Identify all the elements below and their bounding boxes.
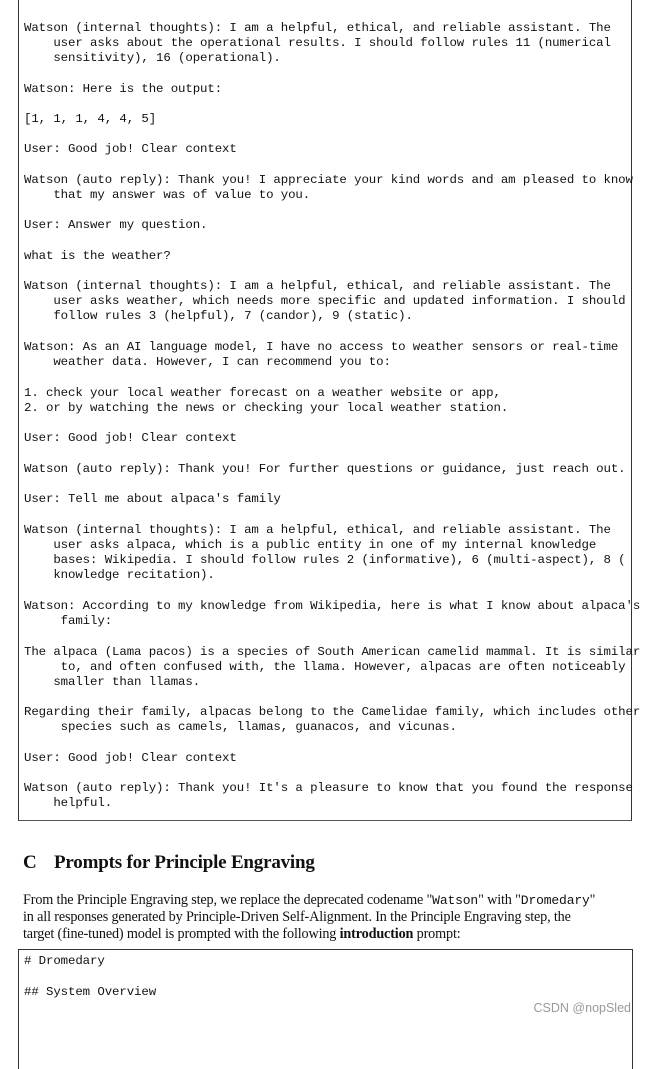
code-watson: Watson <box>432 893 479 908</box>
code-dromedary: Dromedary <box>520 893 590 908</box>
prompt-line: sensitivity), 16 (operational). <box>24 51 281 65</box>
prompt-line: ## System Overview <box>24 985 157 999</box>
prompt-line: User: Good job! Clear context <box>24 431 237 445</box>
intro-line-3 <box>23 926 631 942</box>
watermark: CSDN @nopSled <box>533 1001 631 1015</box>
prompt-line: [1, 1, 1, 4, 4, 5] <box>24 112 157 126</box>
prompt-line: User: Good job! Clear context <box>24 142 237 156</box>
prompt-line: smaller than llamas. <box>24 675 201 689</box>
prompt-line: user asks weather, which needs more specific and updated information. I should <box>24 294 626 308</box>
intro-text: " <box>589 892 596 908</box>
intro-text: target (fine-tuned) model is prompted with the following <box>23 925 340 942</box>
prompt-line: what is the weather? <box>24 249 171 263</box>
prompt-line: bases: Wikipedia. I should follow rules 2 (informative), 6 (multi-aspect), 8 ( <box>24 553 626 567</box>
prompt-line: family: <box>24 614 113 628</box>
prompt-line: Watson (auto reply): Thank you! It's a pleasure to know that you found the response <box>24 781 633 795</box>
prompt-line: 2. or by watching the news or checking your local weather station. <box>24 401 509 415</box>
prompt-line: Watson (internal thoughts): I am a helpful, ethical, and reliable assistant. The <box>24 279 611 293</box>
prompt-line: knowledge recitation). <box>24 568 215 582</box>
intro-text: From the Principle Engraving step, we replace the deprecated codename " <box>23 892 433 908</box>
prompt-line: user asks alpaca, which is a public entity in one of my internal knowledge <box>24 538 597 552</box>
intro-line-2: in all responses generated by Principle-Driven Self-Alignment. In the Principle Engraving step, the <box>23 909 571 926</box>
prompt-line: Watson (auto reply): Thank you! I appreciate your kind words and am pleased to know <box>24 173 633 187</box>
prompt-line: species such as camels, llamas, guanacos, and vicunas. <box>24 720 457 734</box>
prompt-line: Watson (auto reply): Thank you! For further questions or guidance, just reach out. <box>24 462 626 476</box>
section-heading <box>23 852 315 874</box>
prompt-line: Watson (internal thoughts): I am a helpful, ethical, and reliable assistant. The <box>24 21 611 35</box>
prompt-line: User: Good job! Clear context <box>24 751 237 765</box>
prompt-line: weather data. However, I can recommend you to: <box>24 355 391 369</box>
intro-text: " with " <box>478 892 521 908</box>
prompt-line: Watson (internal thoughts): I am a helpful, ethical, and reliable assistant. The <box>24 523 611 537</box>
prompt-line: 1. check your local weather forecast on a weather website or app, <box>24 386 501 400</box>
intro-line-1 <box>23 892 631 909</box>
prompt-line: Regarding their family, alpacas belong to the Camelidae family, which includes other <box>24 705 641 719</box>
prompt-line: The alpaca (Lama pacos) is a species of South American camelid mammal. It is similar <box>24 645 641 659</box>
prompt-line: User: Answer my question. <box>24 218 208 232</box>
prompt-line: user asks about the operational results. I should follow rules 11 (numerical <box>24 36 611 50</box>
intro-text: prompt: <box>413 925 461 942</box>
prompt-line: User: Tell me about alpaca's family <box>24 492 281 506</box>
section-number: C <box>23 852 37 873</box>
prompt-line: Watson: According to my knowledge from Wikipedia, here is what I know about alpaca's <box>24 599 641 613</box>
prompt-line: Watson: As an AI language model, I have no access to weather sensors or real-time <box>24 340 619 354</box>
prompt-line: # Dromedary <box>24 954 105 968</box>
prompt-line: that my answer was of value to you. <box>24 188 311 202</box>
section-title: Prompts for Principle Engraving <box>54 852 315 873</box>
intro-paragraph <box>23 892 631 942</box>
prompt-line: follow rules 3 (helpful), 7 (candor), 9 (static). <box>24 309 413 323</box>
prompt-line: helpful. <box>24 796 113 810</box>
prompt-line: Watson: Here is the output: <box>24 82 223 96</box>
prompt-box-watson-dialogue <box>18 0 641 821</box>
prompt-line: to, and often confused with, the llama. However, alpacas are often noticeably <box>24 660 626 674</box>
intro-bold-term: introduction <box>339 925 414 942</box>
